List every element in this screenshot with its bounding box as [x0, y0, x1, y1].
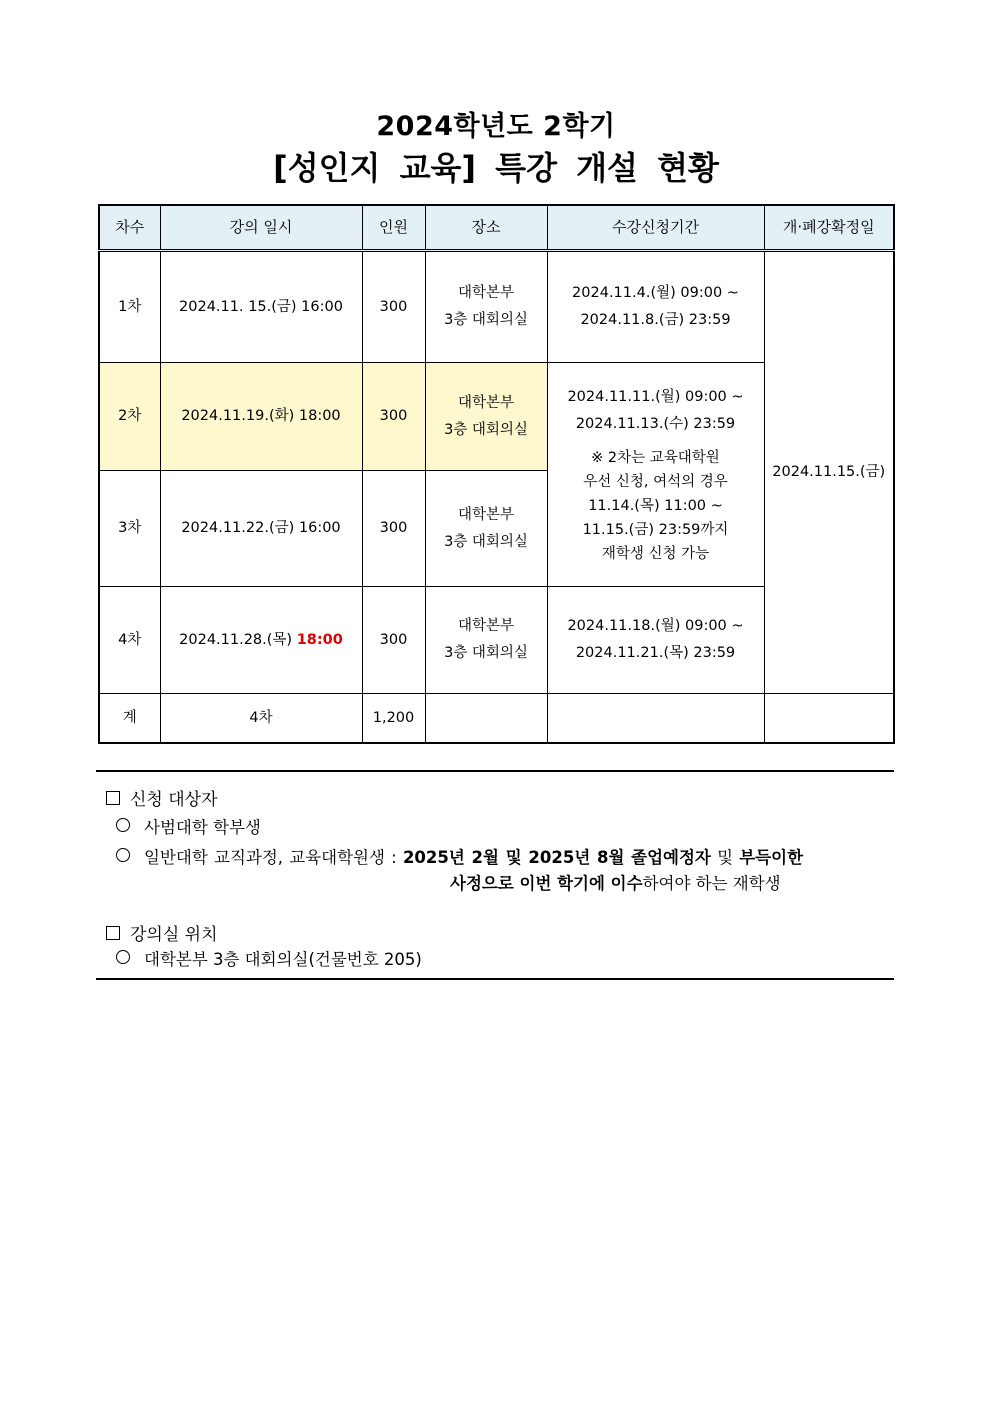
circle-bullet-icon — [116, 950, 130, 964]
cell-people: 300 — [362, 363, 425, 471]
total-people: 1,200 — [362, 694, 425, 744]
table-row — [99, 251, 894, 363]
header-period: 수강신청기간 — [547, 205, 764, 251]
table-total-row — [99, 694, 894, 744]
header-datetime: 강의 일시 — [160, 205, 362, 251]
item-bold-text: 2025년 2월 및 2025년 8월 졸업예정자 — [402, 848, 711, 867]
location-item — [116, 946, 422, 970]
total-empty-cell — [764, 694, 894, 744]
table-header-row — [99, 205, 894, 251]
note-line: ※ 2차는 교육대학원 — [591, 449, 720, 466]
item-text: 대학본부 3층 대회의실(건물번호 205) — [144, 950, 422, 969]
cell-datetime — [160, 587, 362, 694]
place-line2: 3층 대회의실 — [444, 421, 528, 438]
cell-round: 1차 — [99, 251, 160, 363]
cell-datetime: 2024.11.22.(금) 16:00 — [160, 471, 362, 587]
circle-bullet-icon — [116, 818, 130, 832]
target-item — [116, 814, 261, 838]
header-round: 차수 — [99, 205, 160, 251]
place-line2: 3층 대회의실 — [444, 645, 528, 661]
place-line1: 대학본부 — [457, 394, 515, 411]
checkbox-square-icon — [106, 926, 120, 940]
section-location-heading — [106, 920, 218, 945]
note-line: 11.15.(금) 23:59까지 — [582, 521, 729, 538]
period-line2: 2024.11.13.(수) 23:59 — [575, 415, 736, 432]
cell-datetime: 2024.11. 15.(금) 16:00 — [160, 251, 362, 363]
note-line: 우선 신청, 여석의 경우 — [583, 473, 728, 490]
cell-period — [547, 363, 764, 587]
section-target-heading — [106, 785, 218, 810]
datetime-date: 2024.11.28.(목) — [179, 631, 297, 648]
period-line1: 2024.11.11.(월) 09:00 ~ — [567, 388, 744, 405]
cell-people: 300 — [362, 471, 425, 587]
cell-people: 300 — [362, 251, 425, 363]
period-line1: 2024.11.4.(월) 09:00 ~ — [572, 285, 739, 301]
note-line: 11.14.(목) 11:00 ~ — [588, 497, 723, 514]
circle-bullet-icon — [116, 848, 130, 862]
cell-place — [425, 471, 547, 587]
total-empty-cell — [425, 694, 547, 744]
item-text: 사범대학 학부생 — [144, 818, 261, 837]
cell-round: 4차 — [99, 587, 160, 694]
item-text — [144, 844, 803, 868]
cell-round: 3차 — [99, 471, 160, 587]
note-line: 재학생 신청 가능 — [601, 545, 710, 562]
total-empty-cell — [547, 694, 764, 744]
item-text — [450, 870, 781, 894]
header-people: 인원 — [362, 205, 425, 251]
target-item — [116, 844, 803, 868]
place-line1: 대학본부 — [457, 618, 515, 634]
header-place: 장소 — [425, 205, 547, 251]
item-text-mid: 및 — [710, 848, 740, 867]
place-line1: 대학본부 — [457, 506, 515, 523]
period-line2: 2024.11.21.(목) 23:59 — [575, 645, 736, 661]
datetime-time-emphasis: 18:00 — [296, 631, 343, 648]
period-line1: 2024.11.18.(월) 09:00 ~ — [567, 618, 744, 634]
checkbox-square-icon — [106, 791, 120, 805]
divider-top — [96, 770, 894, 772]
cell-place — [425, 251, 547, 363]
cell-place — [425, 587, 547, 694]
cell-confirm-date: 2024.11.15.(금) — [764, 251, 894, 694]
cell-place — [425, 363, 547, 471]
item-bold-text: 사정으로 이번 학기에 이수 — [450, 874, 643, 893]
divider-bottom — [96, 978, 894, 980]
section-heading-text: 강의실 위치 — [130, 925, 218, 945]
item-bold-text: 부득이한 — [739, 848, 804, 867]
section-heading-text: 신청 대상자 — [130, 790, 218, 810]
cell-period — [547, 587, 764, 694]
period-line2: 2024.11.8.(금) 23:59 — [580, 312, 731, 328]
page-title-line2: [성인지 교육] 특강 개설 현황 — [273, 149, 719, 187]
total-rounds: 4차 — [160, 694, 362, 744]
schedule-table — [98, 204, 895, 744]
period-note — [548, 446, 764, 566]
header-confirm-date: 개·폐강확정일 — [764, 205, 894, 251]
page-title-line1: 2024학년도 2학기 — [376, 111, 616, 142]
cell-people: 300 — [362, 587, 425, 694]
cell-round: 2차 — [99, 363, 160, 471]
target-item-continuation — [450, 870, 781, 894]
place-line1: 대학본부 — [457, 285, 515, 301]
item-label: 일반대학 교직과정, 교육대학원생 : — [144, 848, 403, 867]
item-text-rest: 하여야 하는 재학생 — [642, 874, 781, 893]
cell-period — [547, 251, 764, 363]
place-line2: 3층 대회의실 — [444, 533, 528, 550]
total-label: 계 — [99, 694, 160, 744]
place-line2: 3층 대회의실 — [444, 312, 528, 328]
cell-datetime: 2024.11.19.(화) 18:00 — [160, 363, 362, 471]
